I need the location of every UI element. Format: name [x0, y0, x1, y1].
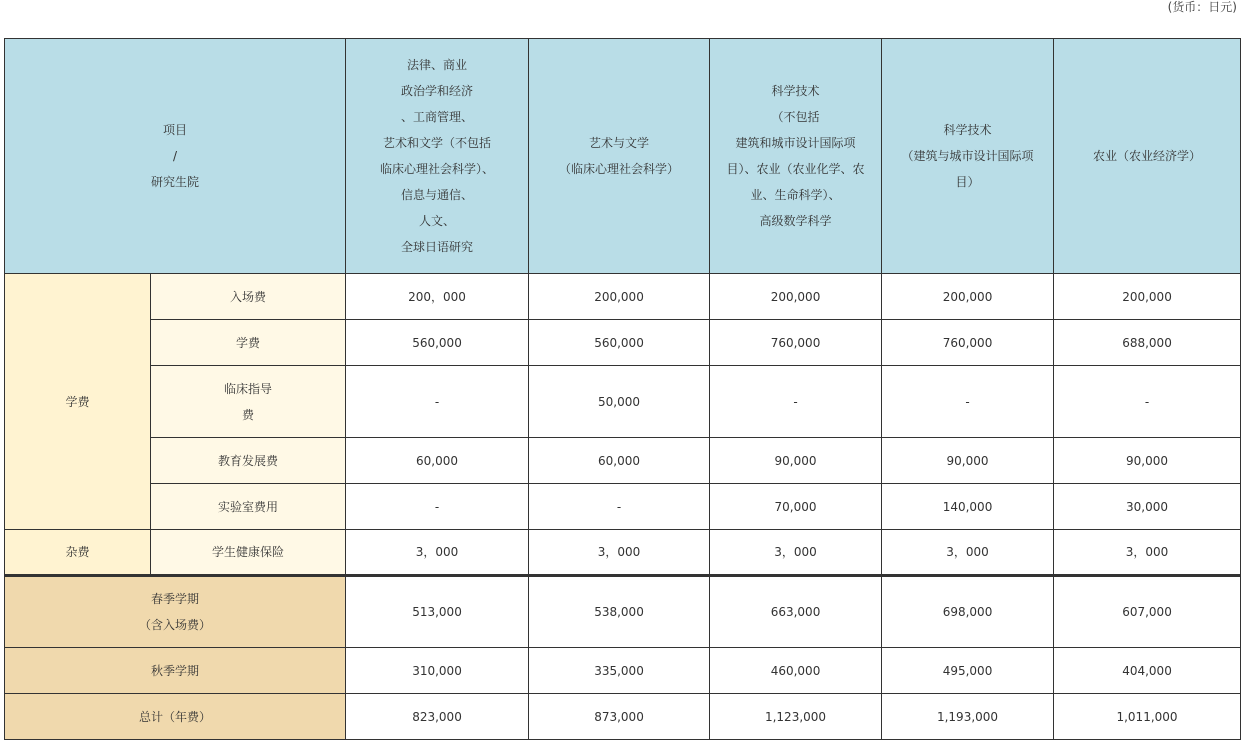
header-col-line: 全球日语研究: [401, 240, 474, 254]
header-col-line: 目）: [955, 175, 980, 189]
table-row: [5, 320, 1241, 366]
row-label: 教育发展费: [151, 438, 346, 484]
row-label: [151, 366, 346, 438]
value-cell: 560,000: [346, 320, 529, 366]
total-row: [5, 648, 1241, 694]
total-label: [5, 576, 346, 648]
value-cell: 335,000: [529, 648, 710, 694]
category-tuition: 学费: [5, 274, 151, 530]
header-col-line: 目）、农业（农业化学、农: [726, 162, 865, 176]
total-label: 总计（年费）: [5, 694, 346, 740]
table-row: [5, 530, 1241, 576]
value-cell: 1,193,000: [882, 694, 1054, 740]
value-cell: 60,000: [346, 438, 529, 484]
header-item-cell: [5, 39, 346, 274]
value-cell: -: [1054, 366, 1241, 438]
value-cell: 90,000: [710, 438, 882, 484]
value-cell: 698,000: [882, 576, 1054, 648]
value-cell: 560,000: [529, 320, 710, 366]
value-cell: -: [346, 366, 529, 438]
header-col-line: 临床心理社会科学）、: [380, 162, 495, 176]
value-cell: 310,000: [346, 648, 529, 694]
value-cell: 1,123,000: [710, 694, 882, 740]
value-cell: 663,000: [710, 576, 882, 648]
value-cell: 823,000: [346, 694, 529, 740]
value-cell: 3，000: [346, 530, 529, 576]
value-cell: -: [529, 484, 710, 530]
total-label: 秋季学期: [5, 648, 346, 694]
table-row: [5, 438, 1241, 484]
value-cell: 200,000: [529, 274, 710, 320]
table-row: [5, 484, 1241, 530]
value-cell: 200，000: [346, 274, 529, 320]
header-col-line: 科学技术: [771, 84, 820, 98]
value-cell: 404,000: [1054, 648, 1241, 694]
value-cell: 30,000: [1054, 484, 1241, 530]
fee-table: [4, 38, 1241, 740]
header-column-5: [1054, 39, 1241, 274]
value-cell: 3，000: [882, 530, 1054, 576]
row-label: 入场费: [151, 274, 346, 320]
row-label: 学费: [151, 320, 346, 366]
value-cell: 50,000: [529, 366, 710, 438]
total-row: [5, 576, 1241, 648]
value-cell: -: [882, 366, 1054, 438]
header-column-1: [346, 39, 529, 274]
header-col-line: 法律、商业: [407, 58, 468, 72]
value-cell: 200,000: [710, 274, 882, 320]
currency-note: (货币：日元): [1167, 0, 1237, 14]
value-cell: 200,000: [882, 274, 1054, 320]
header-col-line: 人文、: [419, 214, 456, 228]
header-col-line: 艺术与文学: [589, 136, 650, 150]
value-cell: 200,000: [1054, 274, 1241, 320]
header-col-line: 农业（农业经济学）: [1093, 149, 1202, 163]
value-cell: 3，000: [529, 530, 710, 576]
header-row: [5, 39, 1241, 274]
header-col-line: （临床心理社会科学）: [559, 162, 680, 176]
value-cell: 3，000: [1054, 530, 1241, 576]
category-misc: 杂费: [5, 530, 151, 576]
header-col-line: 建筑和城市设计国际项: [735, 136, 856, 150]
value-cell: 688,000: [1054, 320, 1241, 366]
header-column-3: [710, 39, 882, 274]
total-label-line: 春季学期: [151, 592, 200, 606]
value-cell: 90,000: [882, 438, 1054, 484]
value-cell: 495,000: [882, 648, 1054, 694]
total-label-line: （含入场费）: [139, 618, 212, 632]
header-column-2: [529, 39, 710, 274]
header-col-line: （建筑与城市设计国际项: [901, 149, 1034, 163]
header-col-line: （不包括: [771, 110, 820, 124]
value-cell: 873,000: [529, 694, 710, 740]
table-row: [5, 274, 1241, 320]
header-item-line: 研究生院: [151, 175, 200, 189]
total-row: [5, 694, 1241, 740]
header-col-line: 科学技术: [943, 123, 992, 137]
value-cell: 538,000: [529, 576, 710, 648]
value-cell: 760,000: [710, 320, 882, 366]
header-col-line: 、工商管理、: [401, 110, 474, 124]
row-label: 实验室费用: [151, 484, 346, 530]
header-item-line: /: [172, 149, 178, 163]
value-cell: 3，000: [710, 530, 882, 576]
row-label-line: 临床指导: [224, 381, 273, 396]
value-cell: 513,000: [346, 576, 529, 648]
header-col-line: 业、生命科学）、: [750, 188, 841, 202]
value-cell: 140,000: [882, 484, 1054, 530]
header-column-4: [882, 39, 1054, 274]
row-label-line: 费: [242, 407, 255, 422]
header-col-line: 艺术和文学（不包括: [383, 136, 492, 150]
row-label: 学生健康保险: [151, 530, 346, 576]
value-cell: 1,011,000: [1054, 694, 1241, 740]
header-item-line: 项目: [163, 123, 188, 137]
value-cell: 760,000: [882, 320, 1054, 366]
value-cell: -: [710, 366, 882, 438]
value-cell: 60,000: [529, 438, 710, 484]
header-col-line: 高级数学科学: [759, 214, 832, 228]
header-col-line: 政治学和经济: [401, 84, 474, 98]
value-cell: 70,000: [710, 484, 882, 530]
table-row: [5, 366, 1241, 438]
header-col-line: 信息与通信、: [401, 188, 474, 202]
value-cell: 607,000: [1054, 576, 1241, 648]
value-cell: 460,000: [710, 648, 882, 694]
value-cell: 90,000: [1054, 438, 1241, 484]
value-cell: -: [346, 484, 529, 530]
